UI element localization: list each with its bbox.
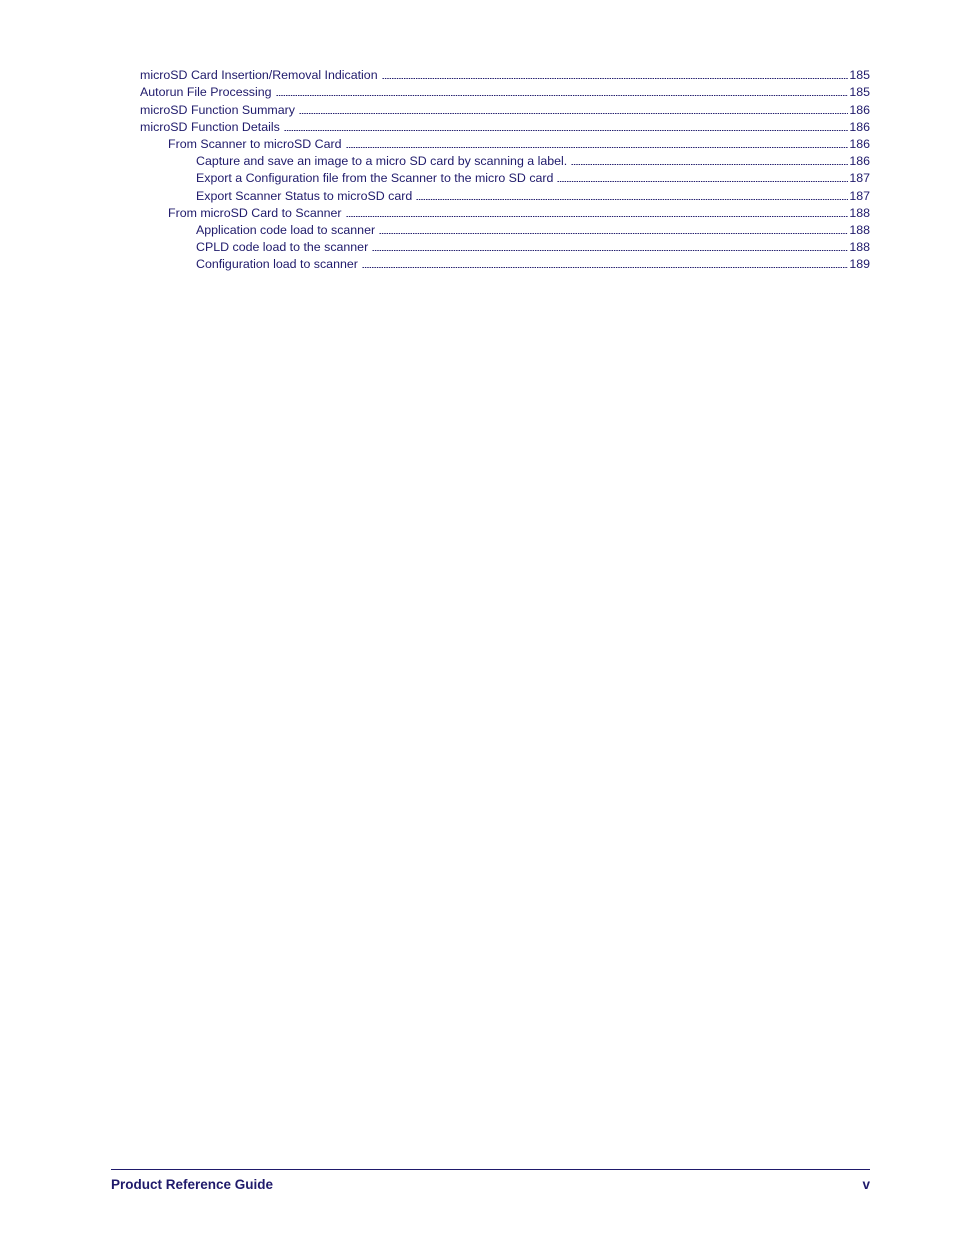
dot-leader: [346, 147, 849, 148]
toc-entry[interactable]: [196, 220, 870, 237]
toc-entry[interactable]: [168, 203, 870, 220]
toc-entry-title[interactable]: microSD Function Summary: [140, 102, 295, 117]
toc-entry[interactable]: [196, 237, 870, 254]
dot-leader: [299, 113, 848, 114]
toc-entry[interactable]: [168, 134, 870, 151]
toc-entry[interactable]: [140, 65, 870, 82]
toc-entry-page[interactable]: 186: [849, 119, 870, 134]
toc-entry-title[interactable]: Autorun File Processing: [140, 85, 272, 100]
toc-entry-title[interactable]: microSD Function Details: [140, 119, 280, 134]
toc-entry-title[interactable]: Export a Configuration file from the Scanner to the micro SD card: [196, 171, 554, 186]
footer-page-number: v: [862, 1177, 870, 1192]
toc-entry[interactable]: [196, 254, 870, 271]
dot-leader: [276, 95, 849, 96]
toc-entry-page[interactable]: 188: [849, 240, 870, 255]
toc-entry-page[interactable]: 187: [849, 188, 870, 203]
toc-entry-page[interactable]: 185: [849, 68, 870, 83]
toc-entry-page[interactable]: 187: [849, 171, 870, 186]
dot-leader: [382, 78, 849, 79]
toc-entry-page[interactable]: 186: [849, 154, 870, 169]
toc-entry[interactable]: [196, 185, 870, 202]
toc-entry-page[interactable]: 189: [849, 257, 870, 272]
toc-entry-title[interactable]: Capture and save an image to a micro SD card by scanning a label.: [196, 154, 568, 169]
toc-entry[interactable]: [196, 151, 870, 168]
dot-leader: [346, 216, 849, 217]
toc-entry-title[interactable]: Configuration load to scanner: [196, 257, 358, 272]
footer-document-title: Product Reference Guide: [111, 1177, 274, 1192]
footer-divider: [111, 1169, 870, 1170]
dot-leader: [372, 250, 848, 251]
toc-entry[interactable]: [140, 99, 870, 116]
toc-entry[interactable]: [196, 168, 870, 185]
dot-leader: [571, 164, 848, 165]
toc-entry[interactable]: [140, 82, 870, 99]
toc-entry-title[interactable]: Application code load to scanner: [196, 222, 376, 237]
toc-entry-page[interactable]: 185: [849, 85, 870, 100]
dot-leader: [362, 267, 848, 268]
table-of-contents: [140, 65, 870, 271]
toc-entry-title[interactable]: From Scanner to microSD Card: [168, 136, 342, 151]
toc-entry-page[interactable]: 188: [849, 205, 870, 220]
toc-entry-page[interactable]: 188: [849, 222, 870, 237]
dot-leader: [284, 130, 849, 131]
toc-entry-page[interactable]: 186: [849, 102, 870, 117]
toc-entry-title[interactable]: CPLD code load to the scanner: [196, 240, 369, 255]
dot-leader: [557, 181, 848, 182]
toc-entry[interactable]: [140, 117, 870, 134]
toc-entry-title[interactable]: microSD Card Insertion/Removal Indication: [140, 68, 378, 83]
toc-entry-page[interactable]: 186: [849, 136, 870, 151]
toc-entry-title[interactable]: Export Scanner Status to microSD card: [196, 188, 413, 203]
dot-leader: [416, 199, 848, 200]
dot-leader: [379, 233, 848, 234]
toc-entry-title[interactable]: From microSD Card to Scanner: [168, 205, 342, 220]
